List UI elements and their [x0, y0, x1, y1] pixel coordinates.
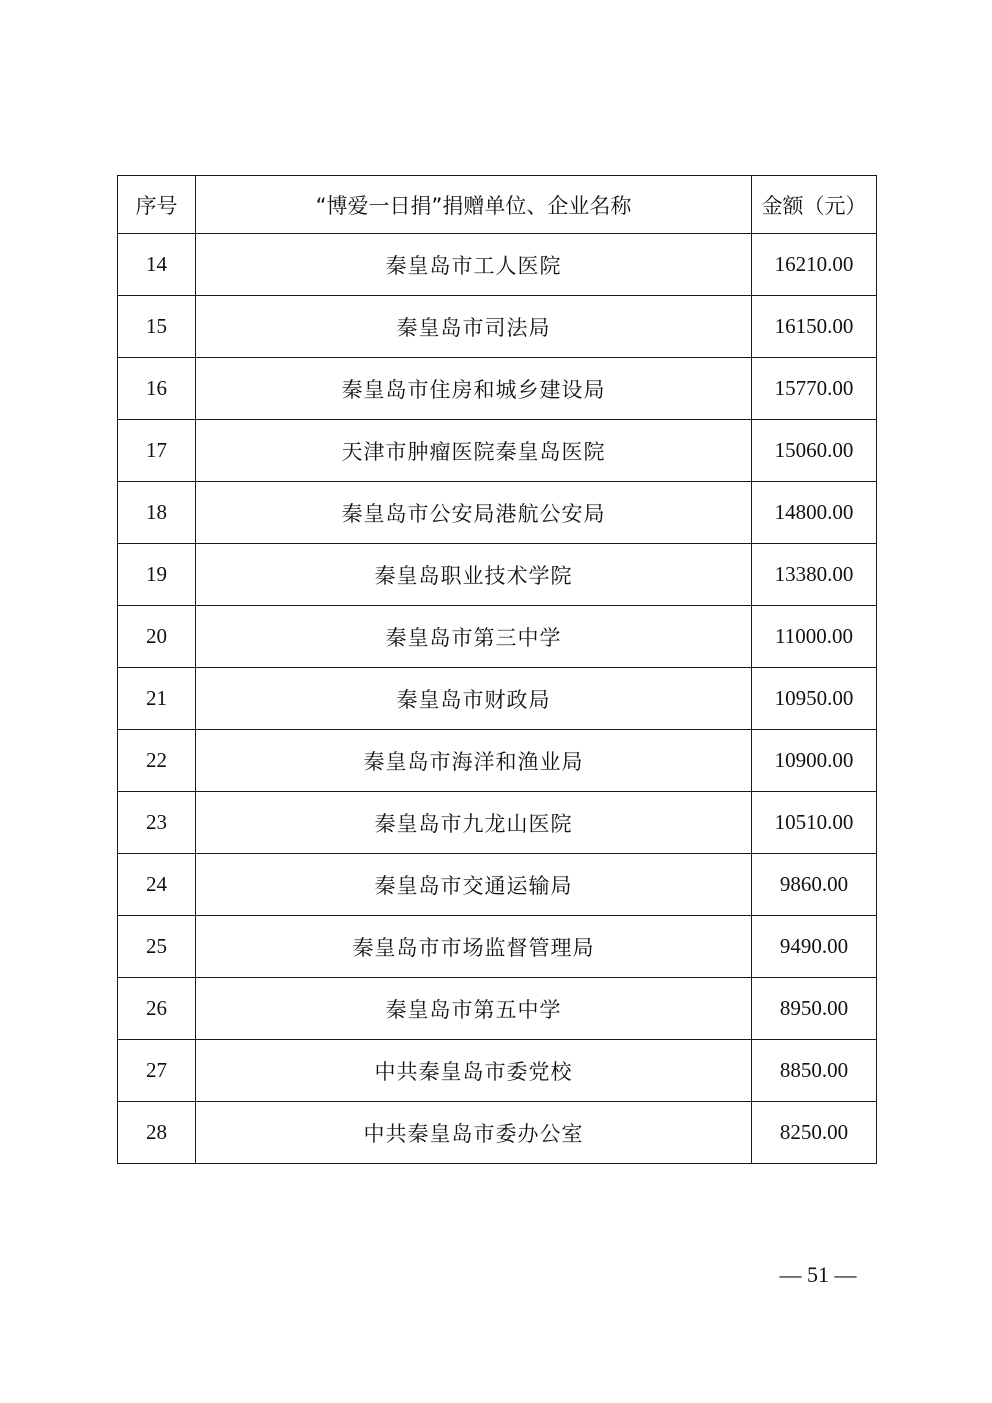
row-amount: 8850.00 — [752, 1040, 877, 1102]
header-serial-number: 序号 — [118, 176, 196, 234]
table-row — [118, 978, 877, 1040]
row-serial-number: 15 — [118, 296, 196, 358]
row-amount: 8250.00 — [752, 1102, 877, 1164]
row-donor-name: 秦皇岛市交通运输局 — [196, 854, 752, 916]
row-donor-name: 中共秦皇岛市委办公室 — [196, 1102, 752, 1164]
row-amount: 13380.00 — [752, 544, 877, 606]
row-donor-name: 秦皇岛市市场监督管理局 — [196, 916, 752, 978]
row-donor-name: 秦皇岛职业技术学院 — [196, 544, 752, 606]
table-row — [118, 916, 877, 978]
row-serial-number: 21 — [118, 668, 196, 730]
table-row — [118, 730, 877, 792]
row-donor-name: 秦皇岛市九龙山医院 — [196, 792, 752, 854]
row-amount: 16210.00 — [752, 234, 877, 296]
table-row — [118, 668, 877, 730]
row-amount: 16150.00 — [752, 296, 877, 358]
donation-table — [117, 175, 877, 1164]
row-amount: 15060.00 — [752, 420, 877, 482]
table-row — [118, 854, 877, 916]
row-serial-number: 20 — [118, 606, 196, 668]
row-serial-number: 18 — [118, 482, 196, 544]
header-amount: 金额（元） — [752, 176, 877, 234]
row-amount: 10950.00 — [752, 668, 877, 730]
table-header-row — [118, 176, 877, 234]
row-donor-name: 秦皇岛市司法局 — [196, 296, 752, 358]
row-serial-number: 16 — [118, 358, 196, 420]
row-amount: 15770.00 — [752, 358, 877, 420]
table-row — [118, 482, 877, 544]
row-donor-name: 中共秦皇岛市委党校 — [196, 1040, 752, 1102]
row-serial-number: 14 — [118, 234, 196, 296]
page-number: — 51 — — [779, 1262, 857, 1287]
row-amount: 10510.00 — [752, 792, 877, 854]
row-amount: 9860.00 — [752, 854, 877, 916]
row-donor-name: 秦皇岛市住房和城乡建设局 — [196, 358, 752, 420]
table-row — [118, 792, 877, 854]
row-donor-name: 秦皇岛市财政局 — [196, 668, 752, 730]
header-donor-name: “博爱一日捐”捐赠单位、企业名称 — [196, 176, 752, 234]
table-row — [118, 606, 877, 668]
row-donor-name: 秦皇岛市公安局港航公安局 — [196, 482, 752, 544]
row-serial-number: 26 — [118, 978, 196, 1040]
table-row — [118, 544, 877, 606]
row-amount: 10900.00 — [752, 730, 877, 792]
row-amount: 8950.00 — [752, 978, 877, 1040]
table-row — [118, 296, 877, 358]
row-serial-number: 22 — [118, 730, 196, 792]
table-row — [118, 1040, 877, 1102]
row-serial-number: 28 — [118, 1102, 196, 1164]
row-serial-number: 23 — [118, 792, 196, 854]
row-donor-name: 秦皇岛市第五中学 — [196, 978, 752, 1040]
table-row — [118, 1102, 877, 1164]
row-serial-number: 24 — [118, 854, 196, 916]
row-serial-number: 25 — [118, 916, 196, 978]
table-row — [118, 358, 877, 420]
table-row — [118, 234, 877, 296]
row-serial-number: 27 — [118, 1040, 196, 1102]
row-donor-name: 天津市肿瘤医院秦皇岛医院 — [196, 420, 752, 482]
row-donor-name: 秦皇岛市海洋和渔业局 — [196, 730, 752, 792]
row-amount: 11000.00 — [752, 606, 877, 668]
row-donor-name: 秦皇岛市第三中学 — [196, 606, 752, 668]
row-donor-name: 秦皇岛市工人医院 — [196, 234, 752, 296]
table-row — [118, 420, 877, 482]
row-amount: 9490.00 — [752, 916, 877, 978]
row-serial-number: 19 — [118, 544, 196, 606]
row-serial-number: 17 — [118, 420, 196, 482]
row-amount: 14800.00 — [752, 482, 877, 544]
